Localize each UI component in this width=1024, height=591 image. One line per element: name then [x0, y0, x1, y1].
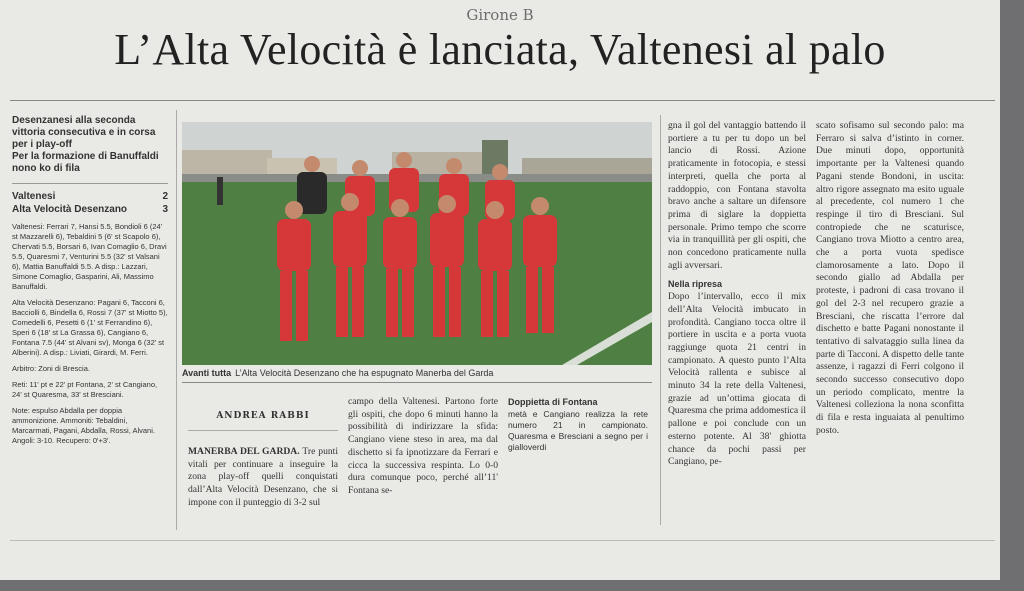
dateline: MANERBA DEL GARDA.: [188, 446, 300, 457]
article-col-4-text-top: gna il gol del vantaggio battendo il portiere a tu per tu dopo un bel lancio di Rossi. Azione praticamente in fotocopia, e stessi interpreti, quella che porta al raddoppio, con Fontana stavolta bravo anche a saltare un difensore prima di siglare la doppietta personale. Primo tempo che scorre via in tranquillità per gli ospiti, che non concedono praticamente nulla agli avversari.: [668, 120, 806, 271]
caption-rule: [182, 382, 652, 383]
away-lineup: Alta Velocità Desenzano: Pagani 6, Tacconi 6, Bacciolli 6, Bindella 6, Rossi 7 (37' st Miotto 5), Comedelli 6, Pesetti 6 (1' st Ferrandino 6), Speri 6 (18' st La Grassa 6), Cangiano 6, Fontana 7.5 (44' st Alvani sv), Monga 6 (32' st Alberini). A disp.: Liviati, Girardi, M. Ferri.: [12, 298, 168, 357]
article-col-4-text-bottom: Dopo l’intervallo, ecco il mix dell’Alta Velocità imbucato in profondità. Cangiano tocca oltre il portiere in uscita e a porta vuota raggiunge quota 21 centri in campionato. A questo punto l’Alta Velocità rallenta e subisce al minuto 34 la rete della Valtenesi, grazie ad un’ottima giocata di Quaresma che prima addomestica il pallone e poi conclude con un esterno potente. Al 38' ghiotta chance da pochi passi per Cangiano, pe-: [668, 291, 806, 468]
byline-rule: [188, 430, 338, 431]
score-home: [12, 190, 168, 203]
sidebar-column-rule: [176, 110, 177, 530]
section-kicker: Girone B: [466, 6, 534, 24]
sidebar-bullet: Desenzanesi alla seconda vittoria consecutiva e in corsa per i play-off: [12, 115, 156, 150]
article-col-1: [188, 446, 338, 510]
sidebar-bullet: Per la formazione di Banuffaldi nono ko di fila: [12, 151, 159, 174]
article-col-4: [668, 120, 806, 469]
home-goals: 2: [162, 191, 168, 202]
away-goals: 3: [162, 204, 168, 215]
caption-text: L’Alta Velocità Desenzano che ha espugnato Manerba del Garda: [235, 368, 494, 378]
section-subhead: Nella ripresa: [668, 279, 723, 290]
highlight-box-title: Doppietta di Fontana: [508, 397, 598, 407]
highlight-box-text: metà e Cangiano realizza la rete numero 21 in campionato. Quaresma e Bresciani a segno per i gialloverdi: [508, 408, 648, 452]
bottom-rule: [10, 540, 995, 541]
column-rule: [660, 115, 661, 525]
match-sidebar: [12, 115, 168, 446]
byline: ANDREA RABBI: [216, 411, 310, 421]
goals-list: Reti: 11' pt e 22' pt Fontana, 2' st Cangiano, 24' st Quaresma, 33' st Bresciani.: [12, 380, 158, 399]
article-col-5: scato sofisamo sul secondo palo: ma Ferraro si salva d’istinto in corner. Due minuti dopo, opportunità importante per la Valtenesi quando Pagani stende Bondoni, in uscita: altro rigore assegnato ma esito uguale al precedente, col numero 1 che respinge il tiro di Bresciani. Sul contropiede che ne scaturisce, Cangiano trova Miotto a centro area, che a porta vuota spedisce clamorosamente a lato. Dopo il secondo giallo ad Abdalla per proteste, i padroni di casa trovano il gol del 2-3 nel recupero grazie a Bresciani, che riscatta l’errore dal dischetto e batte Pagani nonostante il tentativo di salvataggio sulla linea da parte di Tacconi. A dispetto delle tante assenze, i ragazzi di Ferri colgono il secondo successo consecutivo dopo un periodo complicato, mentre la Valtenesi colleziona la nona sconfitta di fila e resta inguaiata al penultimo posto.: [816, 120, 964, 436]
team-photo: [182, 122, 652, 365]
headline: L’Alta Velocità è lanciata, Valtenesi al palo: [114, 25, 886, 74]
article-col-2: campo della Valtenesi. Partono forte gli ospiti, che dopo 6 minuti hanno la possibilità di indirizzare la sfida: Cangiano viene steso in area, ma dal dischetto si fa ipnotizzare da Ferrari e cicca la successiva respinta. Lo 0-0 dura comunque poco, perché all’11' Fontana se-: [348, 396, 498, 496]
photo-caption: [182, 368, 652, 378]
match-notes: Note: espulso Abdalla per doppia ammonizione. Ammoniti: Tebaldini, Marcarmati, Pagani, Abdalla, Rossi, Alvani. Angoli: 3-10. Recupero: 0'+3'.: [12, 406, 155, 445]
sidebar-divider: [12, 183, 168, 184]
home-team: Valtenesi: [12, 191, 56, 202]
score-away: [12, 203, 168, 216]
away-team: Alta Velocità Desenzano: [12, 204, 128, 215]
headline-rule: [10, 100, 995, 101]
team-photo-illustration: [182, 122, 652, 365]
article-col-1-text: Tre punti vitali per continuare a inseguire la zona play-off quelli conquistati dall’Alta Velocità Desenzano, che si impone con il punteggio di 3-2 sul: [188, 446, 338, 508]
home-lineup: Valtenesi: Ferrari 7, Hansi 5.5, Bondioli 6 (24' st Mazzarelli 6), Tebaldini 5 (6' st Scapolo 6), Chervati 5.5, Borsari 6, Ivan Comaglio 6, Dravi 5.5, Quaresmi 7, Venturini 5.5 (32' st Valsani 6), Mattia Banuffaldi 5.5. A disp.: Lazzari, Simone Comaglio, Gasparini, Ali, Massimo Banuffaldi.: [12, 222, 167, 291]
referee: Arbitro: Zoni di Brescia.: [12, 364, 90, 373]
caption-lead: Avanti tutta: [182, 368, 232, 378]
highlight-box: [508, 396, 648, 453]
